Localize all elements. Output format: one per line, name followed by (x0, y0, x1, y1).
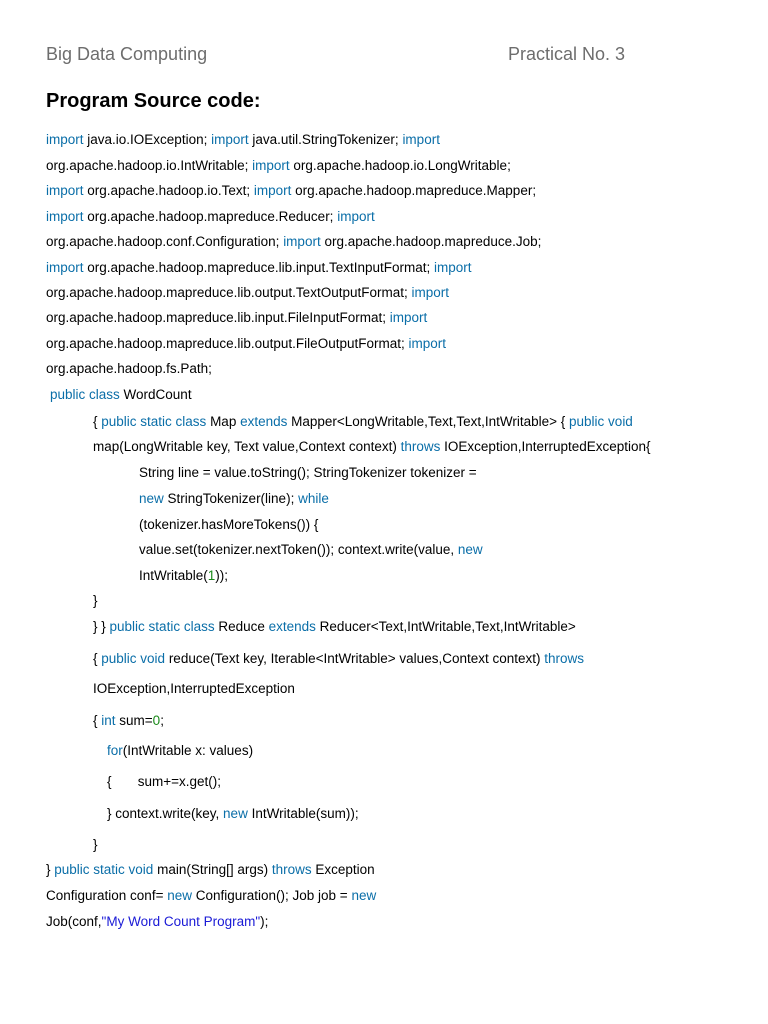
code-line (46, 913, 268, 931)
code-text: org.apache.hadoop.fs.Path; (46, 361, 212, 376)
code-keyword: public static class (109, 619, 215, 634)
code-text: org.apache.hadoop.mapreduce.lib.output.FileOutputFormat; (46, 336, 409, 351)
code-text: org.apache.hadoop.io.Text; (83, 183, 254, 198)
code-line (93, 592, 98, 610)
code-line (139, 567, 228, 585)
code-keyword: public static class (101, 414, 207, 429)
code-line (139, 541, 483, 559)
code-line (139, 490, 329, 508)
code-keyword: import (433, 260, 472, 275)
code-string: "My Word Count Program" (101, 914, 261, 929)
code-text: main(String[] args) (153, 862, 272, 877)
code-keyword: import (411, 285, 449, 300)
code-keyword: for (107, 743, 123, 758)
code-text: IntWritable(sum)); (247, 806, 359, 821)
code-text: Mapper<LongWritable,Text,Text,IntWritable> { (287, 414, 570, 429)
code-text: org.apache.hadoop.mapreduce.Reducer; (83, 209, 338, 224)
code-line (46, 182, 536, 200)
header-course-title: Big Data Computing (46, 44, 208, 64)
code-text: { (93, 651, 102, 666)
code-text: map(LongWritable key, Text value,Context context) (93, 439, 401, 454)
code-keyword: import (337, 209, 375, 224)
code-line (46, 259, 472, 277)
header-practical-number: Practical No. 3 (508, 44, 626, 64)
code-text: ; (160, 713, 164, 728)
code-keyword: import (253, 183, 292, 198)
code-keyword: new (139, 491, 164, 506)
code-line (46, 335, 446, 353)
code-text: java.util.StringTokenizer; (248, 132, 403, 147)
code-text: String line = value.toString(); StringTokenizer tokenizer = (139, 465, 477, 480)
code-text: } (93, 837, 98, 852)
code-line (46, 284, 449, 302)
code-line (46, 208, 375, 226)
code-line (107, 773, 221, 791)
code-text: (tokenizer.hasMoreTokens()) { (139, 517, 319, 532)
code-text: org.apache.hadoop.mapreduce.Mapper; (291, 183, 537, 198)
code-keyword: import (252, 158, 290, 173)
code-text: Exception (311, 862, 375, 877)
code-text: )); (215, 568, 229, 583)
code-text: IntWritable( (139, 568, 208, 583)
code-keyword: new (457, 542, 483, 557)
code-keyword: import (46, 183, 84, 198)
code-text: org.apache.hadoop.io.LongWritable; (289, 158, 511, 173)
code-line (46, 131, 440, 149)
code-text: Reduce (214, 619, 269, 634)
code-keyword: int (101, 713, 116, 728)
code-text: org.apache.hadoop.conf.Configuration; (46, 234, 284, 249)
code-keyword: throws (544, 651, 585, 666)
code-keyword: import (389, 310, 428, 325)
code-text: org.apache.hadoop.mapreduce.Job; (320, 234, 542, 249)
code-line (93, 413, 633, 431)
code-line (46, 233, 541, 251)
code-text: java.io.IOException; (83, 132, 212, 147)
code-line (46, 157, 511, 175)
code-keyword: import (211, 132, 249, 147)
code-text: reduce(Text key, Iterable<IntWritable> values,Context context) (165, 651, 545, 666)
code-keyword: import (46, 209, 84, 224)
code-text: StringTokenizer(line); (163, 491, 299, 506)
code-line (107, 805, 359, 823)
code-text: } (93, 593, 98, 608)
code-keyword: throws (400, 439, 441, 454)
code-text: (IntWritable x: values) (122, 743, 254, 758)
code-keyword: public void (101, 651, 166, 666)
code-text: } context.write(key, (107, 806, 224, 821)
code-keyword: import (408, 336, 446, 351)
code-line (93, 618, 576, 636)
code-keyword: import (402, 132, 440, 147)
code-text: value.set(tokenizer.nextToken()); context.write(value, (139, 542, 458, 557)
code-keyword: import (46, 260, 84, 275)
code-line (46, 309, 427, 327)
code-text: WordCount (119, 387, 192, 402)
code-line (93, 712, 164, 730)
code-text: } } (93, 619, 110, 634)
code-keyword: while (298, 491, 329, 506)
code-line (139, 464, 477, 482)
code-text: sum= (115, 713, 153, 728)
code-line (139, 516, 318, 534)
section-title: Program Source code: (46, 90, 261, 112)
code-keyword: import (283, 234, 321, 249)
code-line (46, 861, 375, 879)
code-text: Job(conf, (46, 914, 102, 929)
code-line (50, 386, 192, 404)
code-line (93, 650, 584, 668)
code-text: IOException,InterruptedException{ (440, 439, 651, 454)
code-text: org.apache.hadoop.mapreduce.lib.output.TextOutputFormat; (46, 285, 412, 300)
code-line (93, 680, 295, 698)
code-line (46, 360, 212, 378)
code-keyword: extends (240, 414, 288, 429)
code-keyword: public void (569, 414, 633, 429)
code-text: IOException,InterruptedException (93, 681, 295, 696)
code-text: org.apache.hadoop.io.IntWritable; (46, 158, 253, 173)
code-keyword: throws (271, 862, 312, 877)
code-keyword: import (46, 132, 84, 147)
code-keyword: new (167, 888, 192, 903)
code-line (93, 836, 98, 854)
code-text: Configuration conf= (46, 888, 168, 903)
code-number: 0 (152, 713, 161, 728)
code-text: Map (206, 414, 241, 429)
code-number: 1 (207, 568, 216, 583)
code-text: Reducer<Text,IntWritable,Text,IntWritable> (315, 619, 576, 634)
code-text: } (46, 862, 55, 877)
code-line (46, 887, 376, 905)
code-text: org.apache.hadoop.mapreduce.lib.input.FileInputFormat; (46, 310, 390, 325)
code-text: Configuration(); Job job = (191, 888, 352, 903)
code-text: { sum+=x.get(); (107, 774, 222, 789)
code-keyword: new (223, 806, 248, 821)
code-line (107, 742, 253, 760)
code-keyword: new (351, 888, 377, 903)
code-text: org.apache.hadoop.mapreduce.lib.input.TextInputFormat; (83, 260, 434, 275)
code-line (93, 438, 651, 456)
code-text: { (93, 713, 102, 728)
code-keyword: public class (50, 387, 120, 402)
code-text: ); (260, 914, 269, 929)
code-keyword: extends (268, 619, 316, 634)
code-keyword: public static void (54, 862, 154, 877)
code-text: { (93, 414, 102, 429)
